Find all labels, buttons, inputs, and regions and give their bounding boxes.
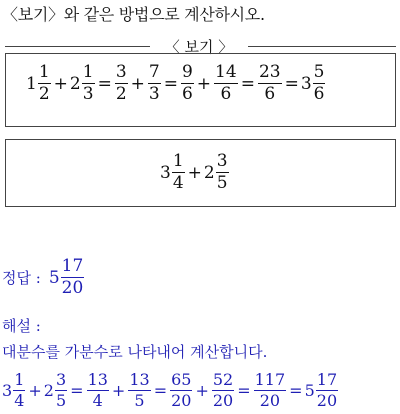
operator: + xyxy=(53,73,68,94)
whole-number: 2 xyxy=(203,162,215,183)
operator: + xyxy=(196,73,212,94)
numerator: 65 xyxy=(171,370,192,389)
denominator: 5 xyxy=(216,173,228,193)
fraction xyxy=(258,64,282,103)
operator: = xyxy=(240,73,255,94)
fraction xyxy=(38,64,51,103)
solution-text: 대분수를 가분수로 나타내어 계산합니다. xyxy=(2,343,268,361)
numerator: 1 xyxy=(172,151,184,171)
numerator: 5 xyxy=(313,62,325,82)
operator: = xyxy=(284,73,299,94)
operator: + xyxy=(111,381,126,400)
fraction xyxy=(316,372,338,409)
solution-title: 해설 : xyxy=(2,317,41,335)
numerator: 3 xyxy=(216,151,228,171)
numerator: 117 xyxy=(254,370,286,389)
solution-expression xyxy=(2,372,339,409)
fraction xyxy=(55,372,67,409)
numerator: 52 xyxy=(212,370,234,389)
denominator: 4 xyxy=(92,391,103,410)
numerator: 1 xyxy=(14,370,25,389)
whole-number: 5 xyxy=(304,381,315,400)
fraction xyxy=(61,258,85,297)
legend-rule-right xyxy=(248,46,396,47)
fraction xyxy=(13,372,25,409)
whole-number: 2 xyxy=(43,381,54,400)
fraction xyxy=(313,64,326,103)
denominator: 4 xyxy=(172,173,184,193)
operator: = xyxy=(70,381,84,400)
operator: = xyxy=(153,381,168,400)
denominator: 6 xyxy=(181,84,193,104)
answer-label: 정답 : xyxy=(2,269,41,287)
fraction xyxy=(115,64,128,103)
denominator: 6 xyxy=(264,84,276,104)
operator: + xyxy=(28,381,42,400)
whole-number: 3 xyxy=(160,162,171,183)
denominator: 4 xyxy=(14,391,25,410)
fraction xyxy=(172,153,185,192)
whole-number: 1 xyxy=(26,73,37,94)
whole-number: 3 xyxy=(300,73,312,94)
operator: = xyxy=(163,73,178,94)
numerator: 3 xyxy=(115,62,127,82)
fraction xyxy=(148,64,161,103)
answer-line xyxy=(2,258,85,297)
denominator: 20 xyxy=(259,391,281,410)
denominator: 6 xyxy=(220,84,232,104)
numerator: 1 xyxy=(38,62,50,82)
fraction xyxy=(181,64,194,103)
fraction xyxy=(170,372,192,409)
fraction xyxy=(87,372,109,409)
denominator: 3 xyxy=(82,84,94,104)
numerator: 9 xyxy=(181,62,193,82)
numerator: 1 xyxy=(82,62,94,82)
fraction xyxy=(82,64,95,103)
numerator: 23 xyxy=(258,62,281,82)
fraction xyxy=(128,372,150,409)
denominator: 2 xyxy=(115,84,127,104)
example-expression xyxy=(26,64,326,103)
operator: + xyxy=(195,381,209,400)
operator: = xyxy=(289,381,303,400)
whole-number: 3 xyxy=(2,381,13,400)
fraction xyxy=(212,372,234,409)
operator: = xyxy=(237,381,251,400)
whole-number: 2 xyxy=(69,73,81,94)
fraction xyxy=(254,372,287,409)
operator: = xyxy=(97,73,112,94)
denominator: 20 xyxy=(316,391,338,410)
denominator: 20 xyxy=(171,391,192,410)
whole-number: 5 xyxy=(48,267,60,288)
numerator: 13 xyxy=(129,370,150,389)
instruction-text: 〈보기〉와 같은 방법으로 계산하시오. xyxy=(2,5,265,24)
denominator: 5 xyxy=(55,391,67,410)
fraction xyxy=(216,153,229,192)
numerator: 17 xyxy=(316,370,338,389)
example-label: 〈 보기 〉 xyxy=(164,38,234,56)
operator: + xyxy=(187,162,202,183)
denominator: 20 xyxy=(61,278,84,298)
problem-expression xyxy=(160,153,230,192)
denominator: 6 xyxy=(313,84,325,104)
operator: + xyxy=(130,73,145,94)
fraction xyxy=(214,64,238,103)
numerator: 13 xyxy=(87,370,108,389)
numerator: 3 xyxy=(55,370,67,389)
denominator: 20 xyxy=(212,391,234,410)
legend-rule-left xyxy=(5,46,150,47)
denominator: 2 xyxy=(38,84,50,104)
numerator: 7 xyxy=(148,62,160,82)
answer-expression xyxy=(49,258,85,297)
numerator: 14 xyxy=(215,62,237,82)
numerator: 17 xyxy=(61,256,84,276)
denominator: 5 xyxy=(134,391,145,410)
denominator: 3 xyxy=(148,84,160,104)
